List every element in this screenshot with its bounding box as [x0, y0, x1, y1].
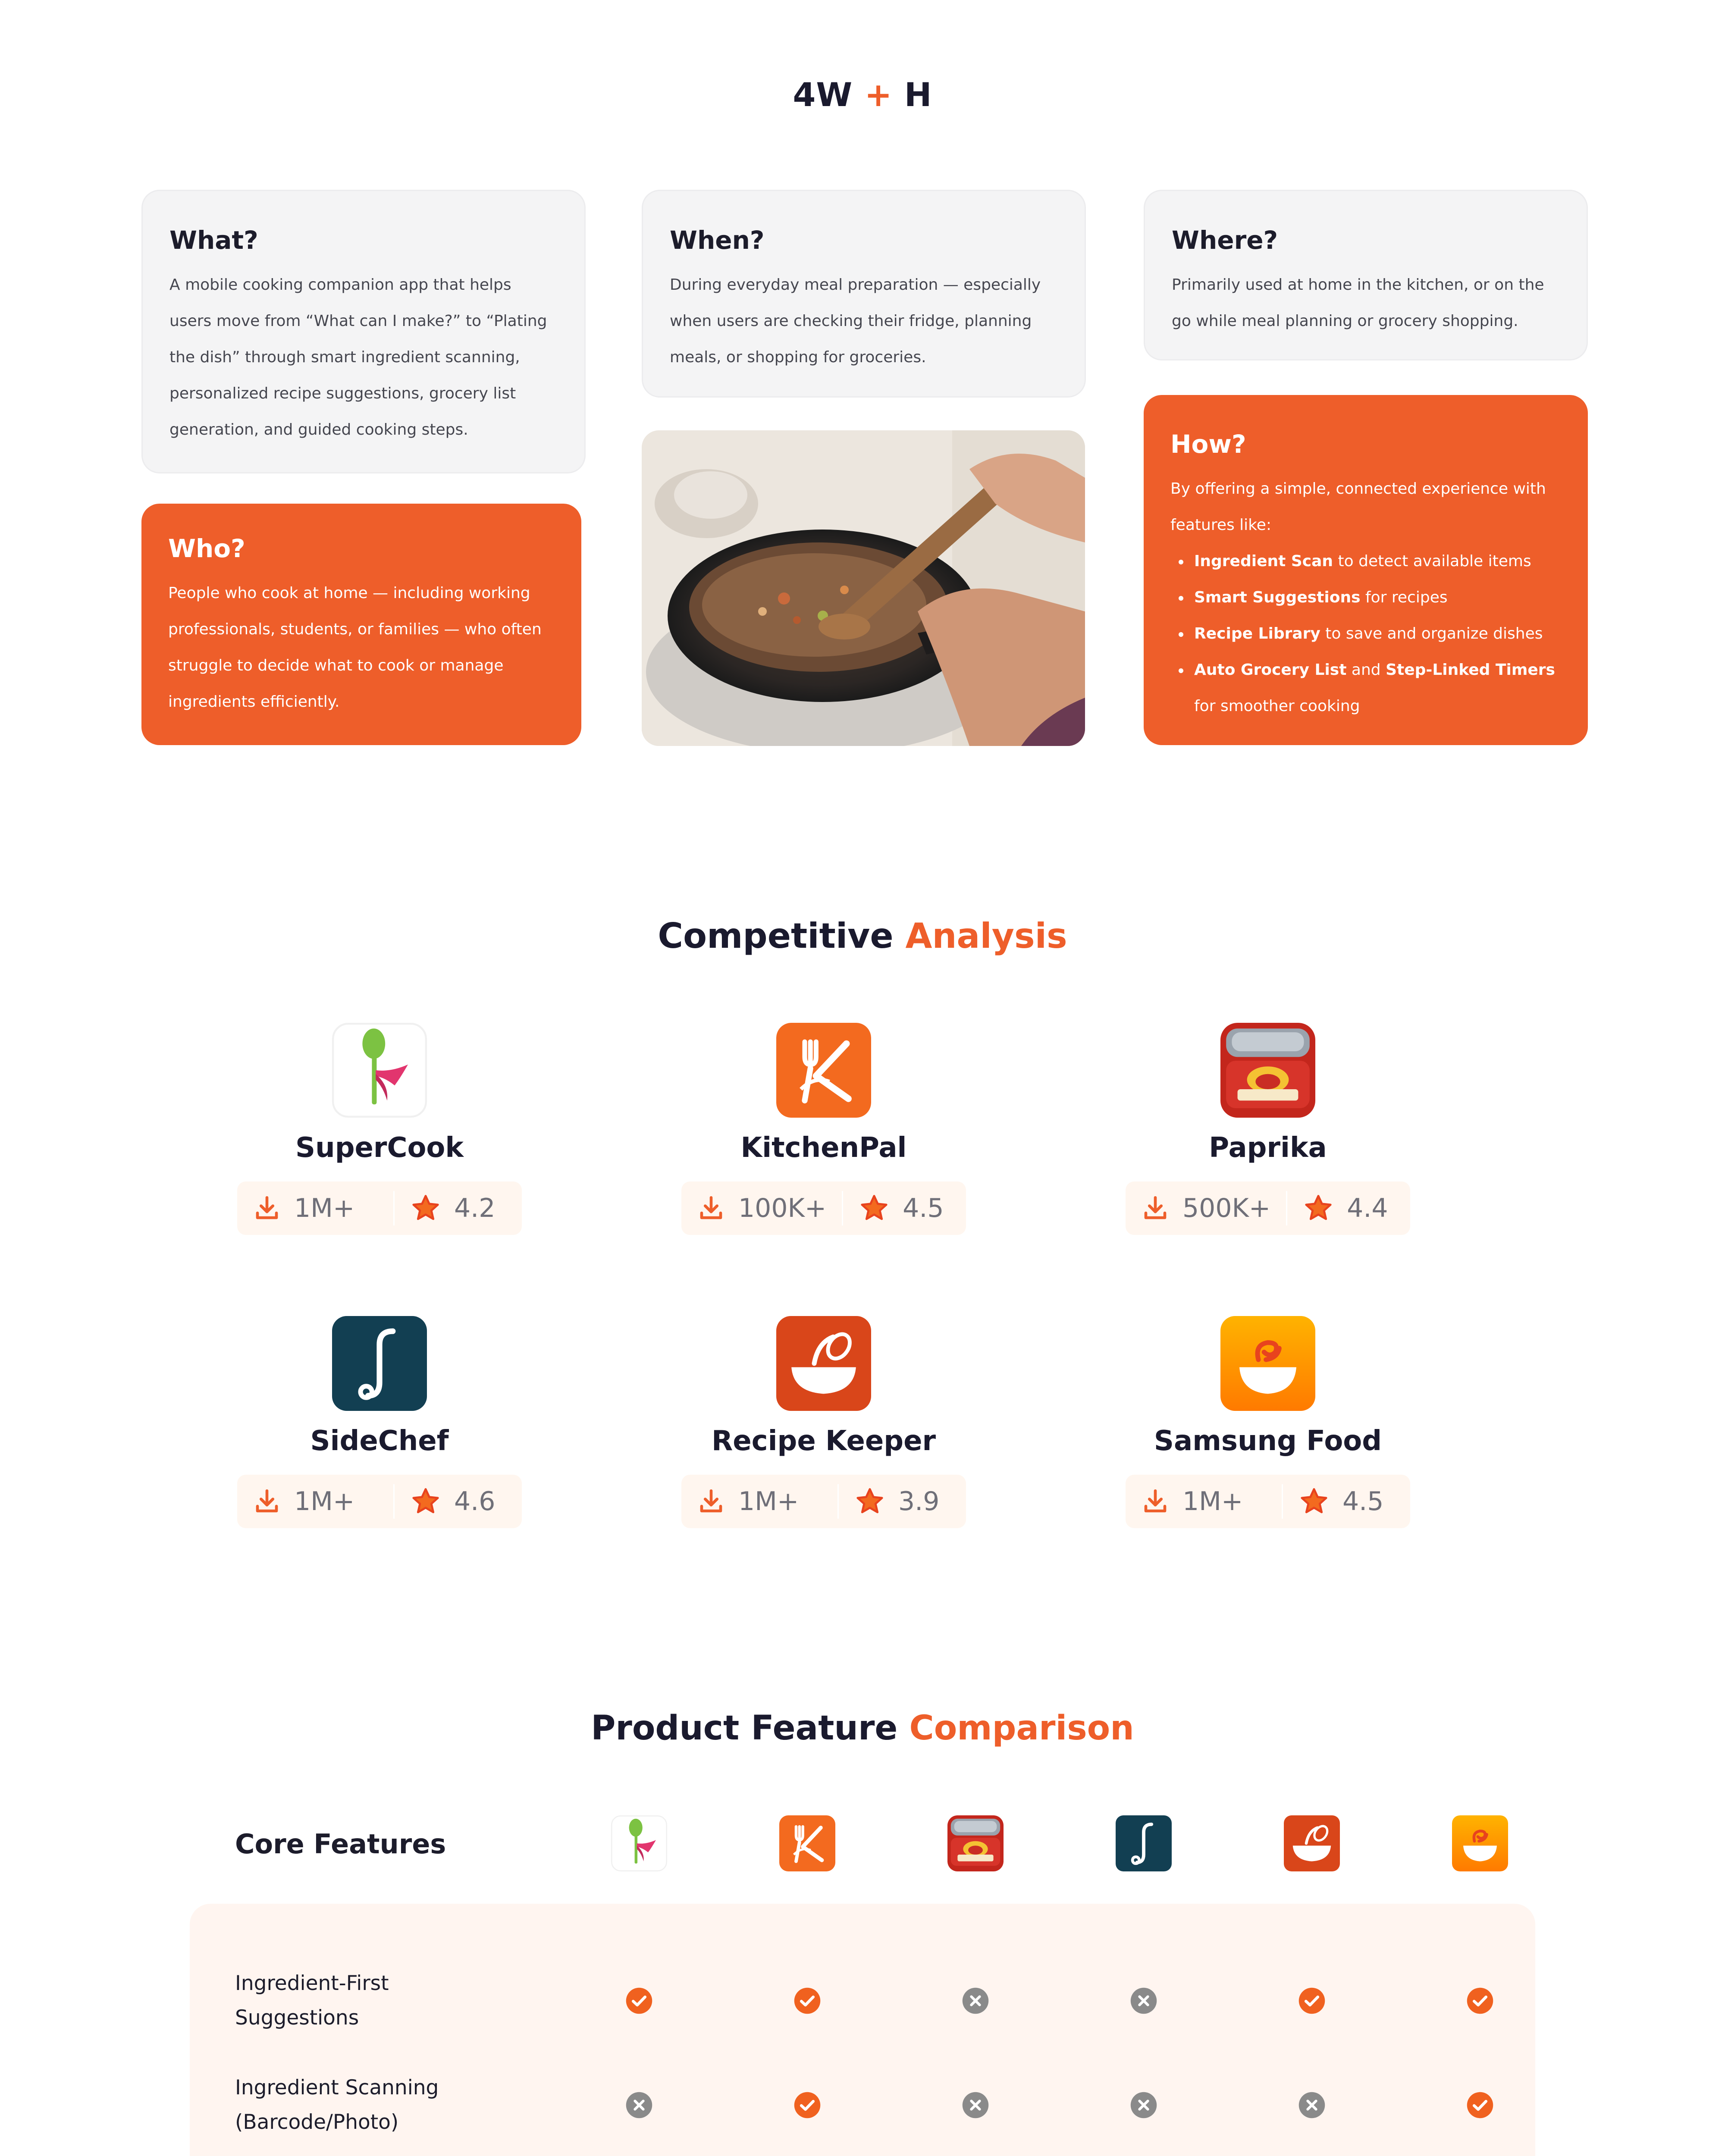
- rating-value: 4.2: [454, 1193, 496, 1223]
- title-product-feature: Product Feature: [591, 1709, 910, 1748]
- downloads-count: 500K+: [1182, 1193, 1271, 1223]
- title-h: H: [904, 75, 932, 114]
- how-card: [1144, 395, 1588, 745]
- recipe-keeper-icon: [776, 1316, 871, 1411]
- what-heading: What?: [169, 226, 258, 255]
- how-intro: By offering a simple, connected experience with features like:: [1170, 480, 1546, 534]
- how-heading: How?: [1170, 429, 1246, 459]
- how-item: Recipe Library to save and organize dishes: [1194, 616, 1561, 652]
- star-icon: [410, 1486, 454, 1517]
- competitor-stats: [681, 1181, 966, 1235]
- feature-label: Ingredient-First Suggestions: [235, 1971, 389, 2030]
- star-icon: [854, 1486, 898, 1517]
- downloads-count: 1M+: [1182, 1486, 1243, 1517]
- downloads-count: 1M+: [294, 1486, 355, 1517]
- recipe-keeper-icon: [1284, 1815, 1340, 1871]
- section-title-competitive: [0, 916, 1725, 956]
- downloads-count: 1M+: [294, 1193, 355, 1223]
- competitor-name: Recipe Keeper: [711, 1425, 936, 1457]
- star-icon: [859, 1193, 903, 1224]
- title-competitive: Competitive: [658, 916, 906, 956]
- cross-icon: [961, 2091, 990, 2119]
- download-icon: [697, 1194, 738, 1222]
- rating-value: 4.6: [454, 1486, 496, 1517]
- cross-icon: [1129, 1987, 1158, 2015]
- rating-stat: [1298, 1486, 1383, 1517]
- check-icon: [1298, 1987, 1326, 2015]
- downloads-count: 1M+: [738, 1486, 799, 1517]
- paprika-icon: [947, 1815, 1004, 1871]
- competitor-stats: [237, 1475, 522, 1528]
- downloads-count: 100K+: [738, 1193, 827, 1223]
- check-icon: [1466, 1987, 1494, 2015]
- when-heading: When?: [670, 226, 765, 255]
- title-analysis: Analysis: [905, 916, 1067, 956]
- samsung-food-icon: [1220, 1316, 1315, 1411]
- stat-divider: [837, 1484, 839, 1519]
- download-icon: [1141, 1487, 1182, 1516]
- section-title-comparison: [0, 1709, 1725, 1748]
- stat-divider: [1282, 1484, 1283, 1519]
- competitor-name: SuperCook: [295, 1132, 464, 1164]
- title-plus: +: [864, 75, 893, 114]
- cross-icon: [1129, 2091, 1158, 2119]
- who-card: [141, 504, 581, 745]
- check-icon: [1466, 2091, 1494, 2119]
- cross-icon: [625, 2091, 653, 2119]
- feature-label: Ingredient Scanning (Barcode/Photo): [235, 2076, 439, 2134]
- download-icon: [253, 1194, 294, 1222]
- competitor-card: [630, 1316, 1018, 1528]
- cooking-photo: [642, 430, 1085, 746]
- core-features-label: Core Features: [235, 1828, 446, 1860]
- rating-stat: [859, 1193, 944, 1224]
- check-icon: [793, 2091, 822, 2119]
- who-text: People who cook at home — including working professionals, students, or families — who often struggle to decide what to cook or manage ingredients efficiently.: [168, 584, 542, 711]
- kitchenpal-icon: [776, 1023, 871, 1118]
- competitor-card: [1074, 1023, 1462, 1235]
- rating-stat: [854, 1486, 939, 1517]
- competitor-name: KitchenPal: [740, 1132, 907, 1164]
- sidechef-icon: [1116, 1815, 1172, 1871]
- what-text: A mobile cooking companion app that helps users move from “What can I make?” to “Plating the dish” through smart ingredient scanning, personalized recipe suggestions, grocery list generation, and guided cooking steps.: [169, 276, 547, 439]
- supercook-icon: [611, 1815, 667, 1871]
- title-4w: 4W: [793, 75, 853, 114]
- rating-value: 3.9: [898, 1486, 940, 1517]
- competitor-name: Samsung Food: [1154, 1425, 1382, 1457]
- competitor-stats: [681, 1475, 966, 1528]
- competitor-card: [630, 1023, 1018, 1235]
- rating-stat: [410, 1486, 495, 1517]
- where-card: [1144, 190, 1588, 360]
- where-text: Primarily used at home in the kitchen, or on the go while meal planning or grocery shopping.: [1172, 276, 1544, 330]
- stat-divider: [393, 1191, 395, 1225]
- how-item: Smart Suggestions for recipes: [1194, 580, 1561, 616]
- downloads-stat: [1141, 1486, 1266, 1517]
- how-item: Auto Grocery List and Step-Linked Timers for smoother cooking: [1194, 652, 1561, 724]
- rating-stat: [410, 1193, 495, 1224]
- star-icon: [1298, 1486, 1342, 1517]
- check-icon: [625, 1987, 653, 2015]
- competitor-stats: [237, 1181, 522, 1235]
- what-card: [141, 190, 586, 473]
- competitor-name: Paprika: [1209, 1132, 1327, 1164]
- downloads-stat: [253, 1193, 378, 1223]
- when-text: During everyday meal preparation — especially when users are checking their fridge, planning meals, or shopping for groceries.: [670, 276, 1041, 366]
- downloads-stat: [253, 1486, 378, 1517]
- paprika-icon: [1220, 1023, 1315, 1118]
- cross-icon: [1298, 2091, 1326, 2119]
- how-item: Ingredient Scan to detect available items: [1194, 543, 1561, 580]
- stat-divider: [842, 1191, 843, 1225]
- rating-value: 4.5: [1342, 1486, 1384, 1517]
- who-heading: Who?: [168, 534, 245, 563]
- how-feature-list: [1170, 543, 1561, 724]
- rating-value: 4.4: [1347, 1193, 1388, 1223]
- stat-divider: [1286, 1191, 1287, 1225]
- cross-icon: [961, 1987, 990, 2015]
- star-icon: [410, 1193, 454, 1224]
- when-card: [642, 190, 1086, 398]
- competitor-stats: [1126, 1181, 1410, 1235]
- sidechef-icon: [332, 1316, 427, 1411]
- check-icon: [793, 1987, 822, 2015]
- competitor-card: [185, 1023, 574, 1235]
- competitor-card: [185, 1316, 574, 1528]
- rating-value: 4.5: [903, 1193, 944, 1223]
- download-icon: [1141, 1194, 1182, 1222]
- competitor-stats: [1126, 1475, 1410, 1528]
- title-comparison: Comparison: [909, 1709, 1134, 1748]
- samsung-food-icon: [1452, 1815, 1508, 1871]
- downloads-stat: [697, 1193, 826, 1223]
- competitor-name: SideChef: [310, 1425, 449, 1457]
- stat-divider: [393, 1484, 395, 1519]
- downloads-stat: [1141, 1193, 1270, 1223]
- download-icon: [697, 1487, 738, 1516]
- star-icon: [1303, 1193, 1347, 1224]
- where-heading: Where?: [1172, 226, 1278, 255]
- downloads-stat: [697, 1486, 822, 1517]
- section-title-4wh: [0, 75, 1725, 114]
- kitchenpal-icon: [779, 1815, 835, 1871]
- supercook-icon: [332, 1023, 427, 1118]
- download-icon: [253, 1487, 294, 1516]
- rating-stat: [1303, 1193, 1388, 1224]
- competitor-card: [1074, 1316, 1462, 1528]
